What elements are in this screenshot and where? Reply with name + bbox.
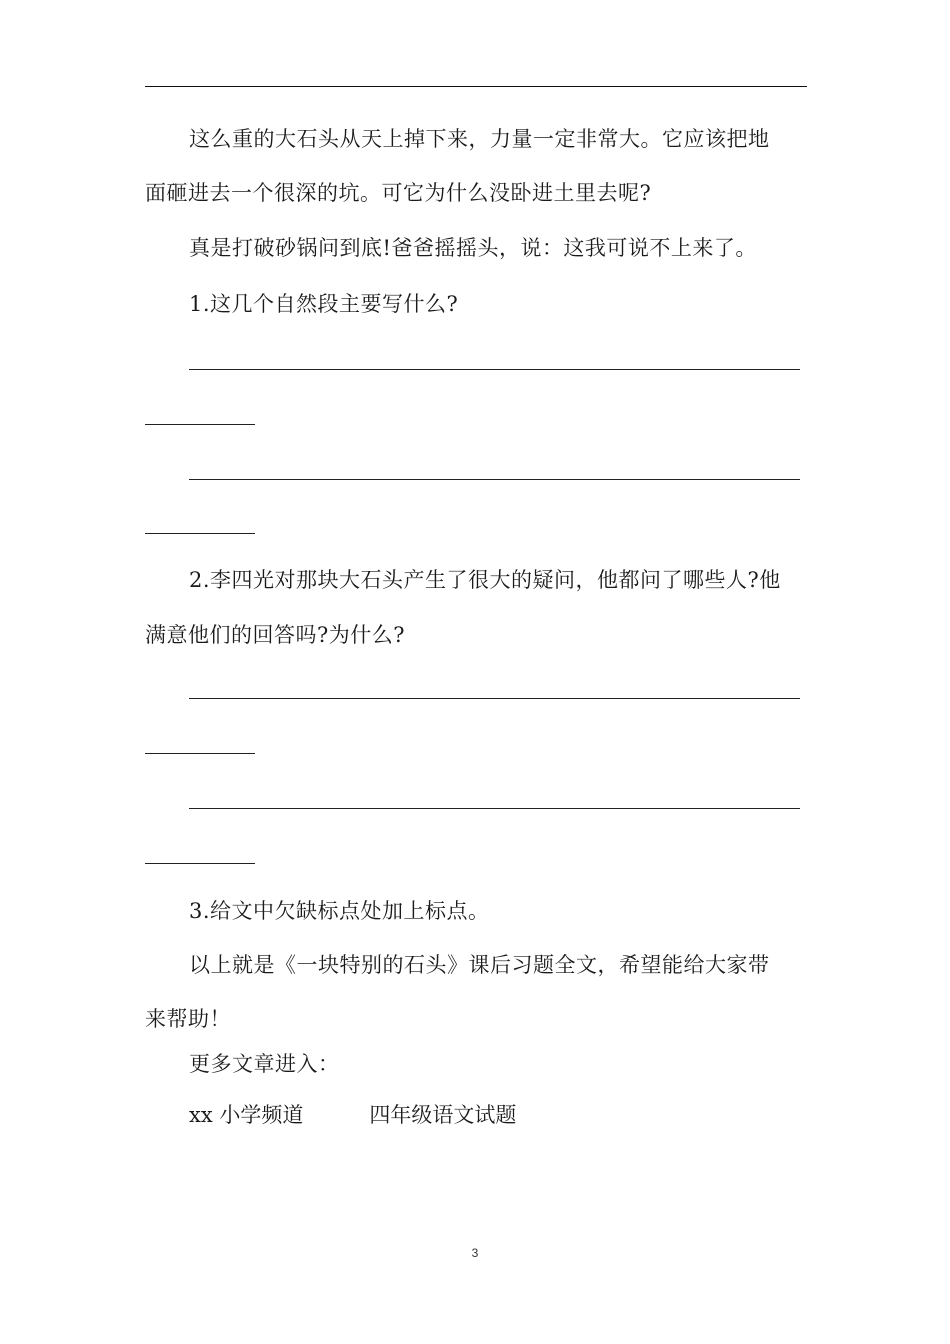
paragraph-line: 面砸进去一个很深的坑。可它为什么没卧进土里去呢? bbox=[145, 181, 652, 205]
answer-line[interactable] bbox=[145, 424, 255, 425]
paragraph-line: 真是打破砂锅问到底!爸爸摇摇头，说：这我可说不上来了。 bbox=[189, 236, 757, 260]
paragraph-line: 满意他们的回答吗?为什么? bbox=[145, 623, 406, 647]
question-2: 2.李四光对那块大石头产生了很大的疑问，他都问了哪些人?他 bbox=[189, 568, 781, 592]
question-1: 1.这几个自然段主要写什么? bbox=[189, 292, 459, 316]
answer-line[interactable] bbox=[189, 479, 800, 480]
header-rule bbox=[145, 86, 807, 87]
question-3: 3.给文中欠缺标点处加上标点。 bbox=[189, 899, 490, 923]
link-grade4-chinese-tests[interactable]: 四年级语文试题 bbox=[369, 1103, 517, 1127]
more-articles-label: 更多文章进入： bbox=[189, 1052, 340, 1076]
answer-line[interactable] bbox=[145, 533, 255, 534]
answer-line[interactable] bbox=[189, 369, 800, 370]
paragraph-line: 这么重的大石头从天上掉下来，力量一定非常大。它应该把地 bbox=[189, 127, 770, 151]
closing-line: 来帮助！ bbox=[145, 1007, 231, 1031]
answer-line[interactable] bbox=[145, 753, 255, 754]
link-primary-school-channel[interactable]: xx 小学频道 bbox=[189, 1103, 304, 1127]
answer-line[interactable] bbox=[189, 698, 800, 699]
answer-line[interactable] bbox=[145, 863, 255, 864]
answer-line[interactable] bbox=[189, 808, 800, 809]
related-links bbox=[189, 1101, 516, 1129]
closing-line: 以上就是《一块特别的石头》课后习题全文，希望能给大家带 bbox=[189, 953, 770, 977]
page-number: 3 bbox=[471, 1246, 479, 1260]
